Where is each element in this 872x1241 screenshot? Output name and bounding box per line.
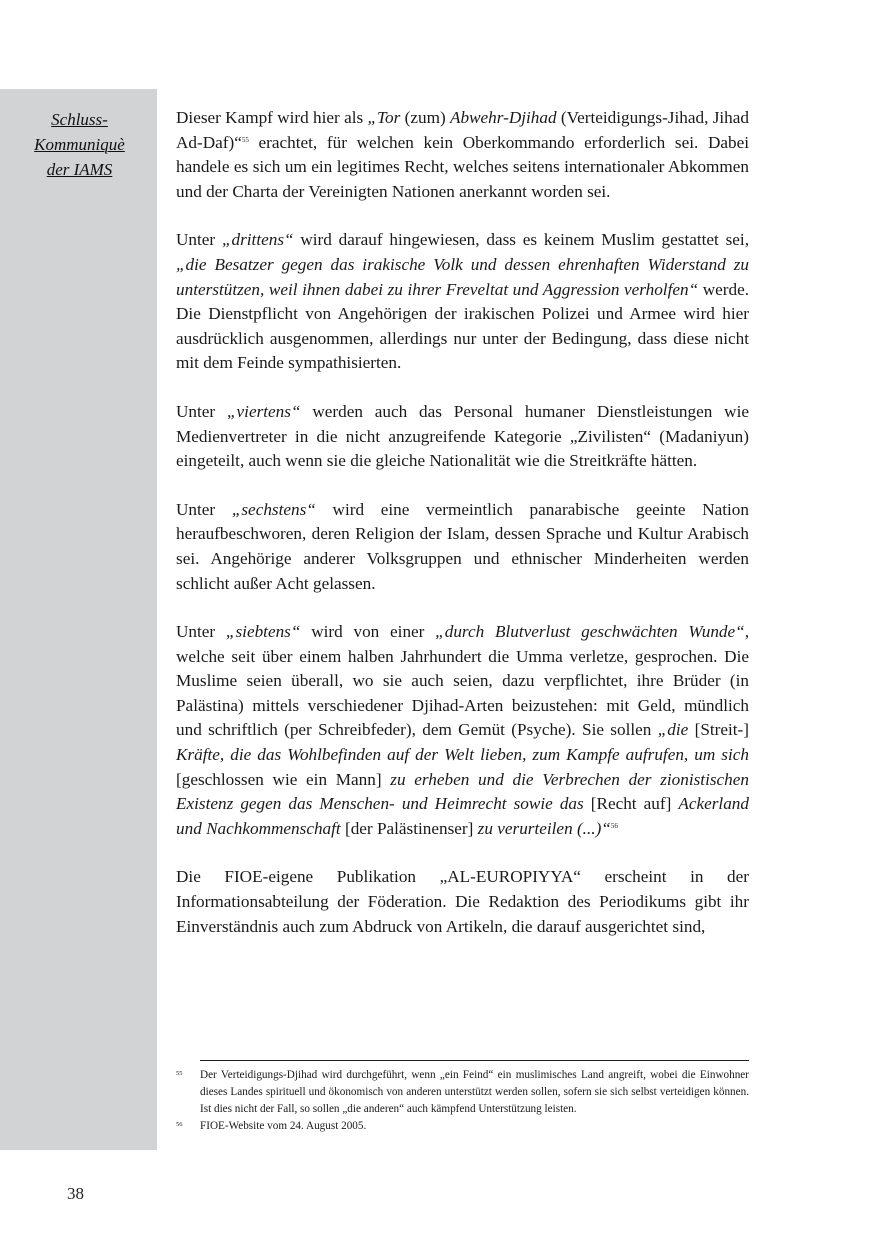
italic-quote: „drittens“ [221, 230, 294, 250]
footnote-reference: 56 [610, 821, 618, 830]
text-run: erachtet, für welchen kein Oberkommando erforderlich sei. Dabei handele es sich um ein legitimes Recht, welches seitens internationaler Abkommen und der Charta der Vereinigten Nationen anerkannt worden sei. [176, 132, 749, 201]
italic-quote: Abwehr-Djihad [449, 108, 557, 127]
text-run: [Streit-] [688, 720, 749, 740]
italic-quote: zu verurteilen (...)“ [477, 818, 611, 838]
section-title-line: Kommuniquè [34, 135, 125, 154]
text-run: (zum) [400, 108, 450, 127]
paragraph [176, 865, 749, 939]
sidebar [0, 89, 157, 1150]
text-run: [der Palästinenser] [340, 818, 478, 838]
italic-quote: zu erheben und die Verbrechen der zionistischen Existenz gegen das Menschen- und Heimrecht sowie das [176, 769, 749, 814]
italic-quote: „durch Blutverlust geschwächten Wunde“ [435, 622, 745, 642]
italic-quote: „siebtens“ [225, 622, 301, 642]
text-run: Unter [176, 401, 227, 421]
footnote [176, 1067, 749, 1118]
text-run: , welche seit über einem halben Jahrhundert die Umma verletze, gesprochen. Die Muslime seien überall, wo sie auch seien, dazu verpflichtet, ihre Brüder (in Palästina) mittels verschiedener Djihad-Arten beizustehen: mit Geld, mündlich und schriftlich (per Schreibfeder), dem Gemüt (Psyche). Sie sollen [176, 622, 749, 740]
footnote-text: Der Verteidigungs-Djihad wird durchgeführt, wenn „ein Feind“ ein muslimisches Land angreift, wobei die Einwohner dieses Landes spirituell und ökonomisch von anderen unterstützt werden sollen, sofern sie sich selbst verteidigen können. Ist dies nicht der Fall, so sollen „die anderen“ auch kämpfend Unterstützung leisten. [200, 1069, 749, 1115]
text-run: werde. Die Dienstpflicht von Angehörigen der irakischen Polizei und Armee wird hier ausdrücklich ausgenommen, allerdings nur unter der Bedingung, dass diese nicht mit dem Feinde sympathisierten. [176, 279, 749, 373]
footnote-text: FIOE-Website vom 24. August 2005. [200, 1120, 367, 1132]
italic-quote: „sechstens“ [231, 499, 316, 519]
paragraph [176, 498, 749, 596]
text-run: Unter [176, 622, 226, 642]
paragraph [176, 620, 749, 841]
italic-quote: Ackerland und Nachkommenschaft [176, 794, 749, 838]
italic-quote: „viertens“ [226, 401, 301, 421]
paragraph [176, 106, 749, 204]
text-run: Unter [176, 499, 232, 519]
italic-quote: „Tor [367, 108, 401, 127]
italic-quote: Kräfte, die das Wohlbefinden auf der Welt lieben, zum Kampfe aufrufen, um sich [176, 745, 749, 765]
text-run: Dieser Kampf wird hier als [176, 108, 368, 127]
text-run: Unter [176, 230, 222, 250]
body-text [176, 106, 749, 963]
paragraph [176, 228, 749, 376]
page-number: 38 [67, 1184, 84, 1203]
footnote-list [176, 1067, 749, 1135]
section-title-line: Schluss- [51, 110, 108, 129]
text-run: [geschlossen wie ein Mann] [176, 769, 391, 789]
text-run: (Verteidigungs-Jihad, Jihad Ad-Daf)“ [176, 108, 749, 152]
section-title-line: der IAMS [46, 160, 113, 179]
footnote-reference: 55 [241, 135, 249, 144]
section-title [12, 107, 147, 182]
paragraph [176, 400, 749, 474]
text-run: wird von einer [300, 622, 436, 642]
footnote-number: 56 [176, 1121, 183, 1128]
footnotes [176, 1060, 749, 1135]
footnote-number: 55 [176, 1070, 183, 1077]
italic-quote: „die [657, 720, 689, 740]
italic-quote: „die Besatzer gegen das irakische Volk und dessen ehrenhaften Widerstand zu unterstützen, weil ihnen dabei zu ihrer Freveltat und Aggression verholfen“ [176, 254, 749, 299]
text-run: Die FIOE-eigene Publikation „AL-EUROPIYYA“ erscheint in der Informationsabteilung der Föderation. Die Redaktion des Periodikums gibt ihr Einverständnis auch zum Abdruck von Artikeln, die darauf ausgerichtet sind, [176, 867, 749, 936]
text-run: wird eine vermeintlich panarabische geeinte Nation heraufbeschworen, deren Religion der Islam, dessen Sprache und Kultur Arabisch sei. Angehörige anderer Volksgruppen und ethnischer Minderheiten werden schlicht außer Acht gelassen. [176, 499, 749, 593]
footnote-rule [200, 1060, 749, 1061]
text-run: wird darauf hingewiesen, dass es keinem Muslim gestattet sei, [293, 230, 749, 250]
text-run: [Recht auf] [583, 794, 679, 814]
footnote [176, 1118, 749, 1135]
text-run: werden auch das Personal humaner Dienstleistungen wie Medienvertreter in die nicht anzugreifende Kategorie „Zivilisten“ (Madaniyun) eingeteilt, auch wenn sie die gleiche Nationalität wie die Streitkräfte hätten. [176, 401, 749, 471]
